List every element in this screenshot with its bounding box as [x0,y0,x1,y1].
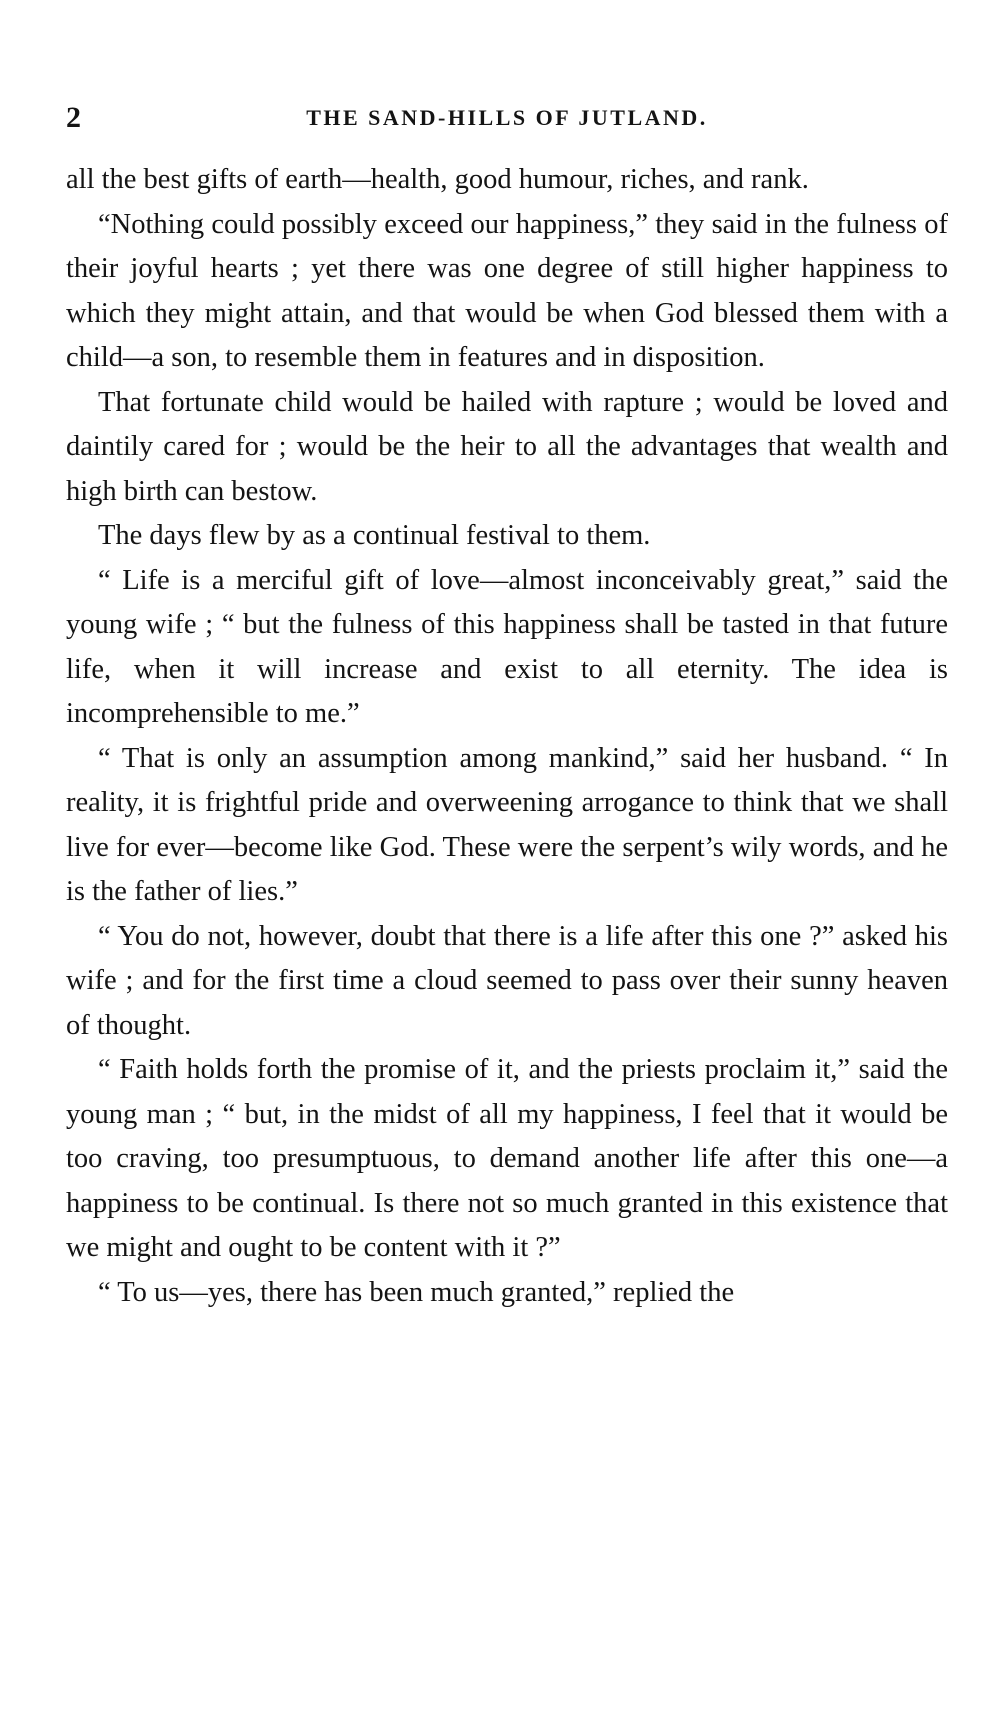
paragraph: “ To us—yes, there has been much granted,” replied the [98,1276,735,1308]
running-title: THE SAND-HILLS OF JUTLAND. [306,105,708,130]
paragraph: all the best gifts of earth—health, good humour, riches, and rank. [66,164,809,195]
paragraph: “ You do not, however, doubt that there is a life after this one ?” asked his wife ; and for the first time a cloud seemed to pass over their sunny heaven of thought. [66,920,948,1041]
paragraph: “Nothing could possibly exceed our happiness,” they said in the fulness of their joyful hearts ; yet there was one degree of still higher happiness to which they might attain, and that would be when God blessed them with a child—a son, to resemble them in features and in disposition. [66,208,948,373]
paragraph: “ Faith holds forth the promise of it, and the priests proclaim it,” said the young man ; “ but, in the midst of all my happiness, I feel that it would be too craving, too presumptuous, to demand another life after this one—a happiness to be continual. Is there not so much granted in this existence that we might and ought to be content with it ?” [66,1054,948,1263]
page-header [66,98,948,138]
paragraph: The days flew by as a continual festival to them. [98,520,651,551]
paragraph: “ That is only an assumption among mankind,” said her husband. “ In reality, it is frightful pride and overweening arrogance to think that we shall live for ever—become like God. These were the serpent’s wily words, and he is the father of lies.” [66,742,948,907]
paragraph: “ Life is a merciful gift of love—almost inconceivably great,” said the young wife ; “ but the fulness of this happiness shall be tasted in that future life, when it will increase and exist to all eternity. The idea is incomprehensible to me.” [66,564,948,729]
paragraph: That fortunate child would be hailed with rapture ; would be loved and daintily cared for ; would be the heir to all the advantages that wealth and high birth can bestow. [66,386,948,507]
body-text [66,158,948,1315]
page-number: 2 [66,101,81,134]
